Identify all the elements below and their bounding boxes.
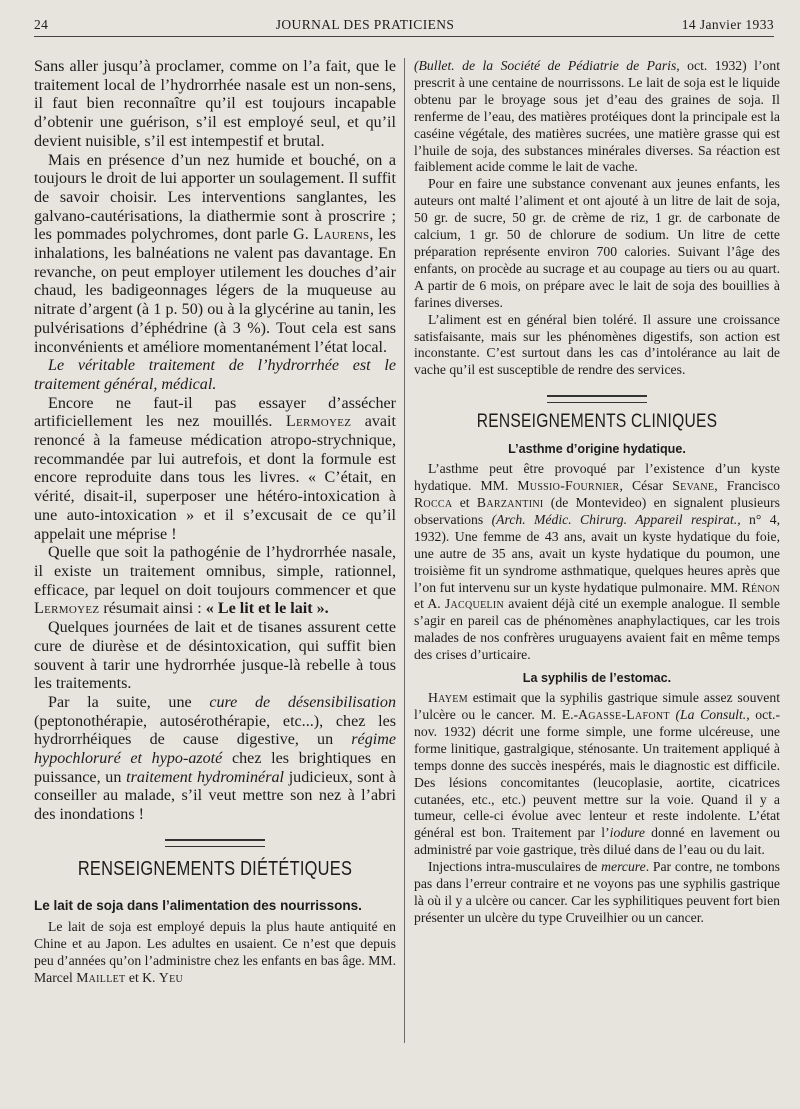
paragraph: L’asthme peut être provoqué par l’existence d’un kyste hydatique. MM. Mussio-Fournier, César Sevane, Francisco Rocca et Barzantini (de Montevideo) en signalent plusieurs observations (Arch. Médic. Chirurg. Appareil respirat., n° 4, 1932). Une femme de 43 ans, avait un kyste hydatique du foie, une autre de 35 ans, avait un kyste hydatique du poumon, une troisième fit un syndrome asthmatique, quelques heures après que l’on fut intervenu sur un kyste hydatique pulmonaire. MM. Rénon et A. Jacquelin avaient déjà cité un exemple analogue. Il semble s’agir en pareil cas de phénomènes anaphylactiques, car les trois malades de nos confrères uruguayens avaient fait en même temps des crises d’urticaire. <box>414 461 780 663</box>
paragraph: Hayem estimait que la syphilis gastrique simule assez souvent l’ulcère ou le cancer. M. E.-Agasse-Lafont (La Consult., oct.-nov. 1932) décrit une forme simple, une forme ulcéreuse, une forme linitique, gastralgique, sténosante. Un traitement appliqué à temps donne des succès inespérés, mais le diagnostic est difficile. Des lésions concomitantes (leucoplasie, aortite, cicatrices cutanées, etc., etc.) peuvent mettre sur la voie. Quand il y a tumeur, celle-ci évolue avec lenteur et reste indolente. L’état général est bon. Traitement par l’iodure donné en lavement ou administré par voie gastrique, très dilué dans de l’eau ou du lait. <box>414 690 781 858</box>
section-rule <box>547 395 647 403</box>
paragraph: Le lait de soja est employé depuis la plus haute antiquité en Chine et au Japon. Les adultes en usaient. Ce n’est que depuis peu d’années qu’on l’administre chez les enfants en bas âge. MM. Marcel Maillet et K. Yeu <box>34 918 396 985</box>
issue-date: 14 Janvier 1933 <box>681 17 774 32</box>
paragraph: Quelques journées de lait et de tisanes assurent cette cure de diurèse et de désintoxication, qui suffit bien souvent à tarir une hydrorrhée jusque-là rebelle à tous les traitements. <box>34 619 396 693</box>
author-name: Laurens <box>313 226 370 244</box>
page-number: 24 <box>34 17 49 32</box>
article-subtitle: L’asthme d’origine hydatique. <box>508 442 686 457</box>
paragraph: Sans aller jusqu’à proclamer, comme on l’a fait, que le traitement local de l’hydrorrhée nasale est un non-sens, il faut bien reconnaître qu’il est toujours incapable d’obtenir une guérison, s’il est employé seul, et qu’il devient nuisible, s’il est intempestif et brutal. <box>34 58 396 150</box>
right-column <box>414 58 780 927</box>
paragraph: Injections intra-musculaires de mercure. Par contre, ne tombons pas dans l’erreur contraire et ne voyons pas une syphilis gastrique là où il y a ulcère ou cancer. Car les syphilitiques peuvent fort bien présenter un ulcère du type Cruveilhier ou un cancer. <box>414 859 780 925</box>
journal-title: JOURNAL DES PRATICIENS <box>275 17 455 32</box>
article-subtitle: La syphilis de l’estomac. <box>522 671 672 686</box>
paragraph: Par la suite, une cure de désensibilisation (peptonothérapie, autosérothérapie, etc...), chez les hydrorrhéiques de cause digestive, un régime hypochloruré et hypo-azoté chez les brightiques en puissance, un traitement hydrominéral judicieux, sont à conseiller au malade, s’il veut mettre son nez à l’abri des inondations ! <box>34 693 396 824</box>
section-title-dietetiques: RENSEIGNEMENTS DIÉTÉTIQUES <box>77 857 353 880</box>
paragraph: L’aliment est en général bien toléré. Il assure une croissance satisfaisante, mais sur les phénomènes digestifs, son action est inconstante. C’est surtout dans les cas d’intolérance au lait de vache qu’il est susceptible de rendre des services. <box>414 311 780 378</box>
paragraph: Quelle que soit la pathogénie de l’hydrorrhée nasale, il existe un traitement omnibus, simple, rationnel, efficace, par lequel on doit toujours commencer et que Lermoyez résumait ainsi : « Le lit et le lait ». <box>34 544 396 618</box>
section-rule <box>165 839 265 847</box>
column-divider <box>404 58 405 1043</box>
page-header <box>34 14 774 37</box>
author-name: Lermoyez <box>34 600 100 618</box>
author-name: Lermoyez <box>285 413 352 431</box>
paragraph: Encore ne faut-il pas essayer d’assécher artificiellement les nez mouillés. Lermoyez avait renoncé à la fameuse médication atropo-strychnique, recommandée par lui autrefois, et dont la formule est encore reproduite dans tous les livres. « C’était, en vérité, disait-il, superposer une hétéro-intoxication à une auto-intoxication » et il s’excusait de ce qu’il appelait une méprise ! <box>34 394 396 543</box>
paragraph: (Bullet. de la Société de Pédiatrie de Paris, oct. 1932) l’ont prescrit à une centaine de nourrissons. Le lait de soja est le liquide obtenu par le broyage sous jet d’eau des graines de soja. Il renferme de l’eau, des matières protéiques dont la principale est la caséine végétale, des matières sucrées, une matière grasse qui est l’huile de soja, des substances minérales diverses. Sa réaction est faiblement acide comme le lait de vache. <box>414 58 780 175</box>
paragraph: Mais en présence d’un nez humide et bouché, on a toujours le droit de lui apporter un soulagement. Il suffit de savoir choisir. Les interventions sanglantes, les galvano-cautérisations, la diathermie sont à proscrire ; les pommades polychromes, dont parle G. Laurens, les inhalations, les balnéations ne valent pas davantage. En revanche, on peut employer utilement les douches d’air chaud, les badigeonnages légers de la muqueuse au nitrate d’argent (à 1 p. 50) ou à la glycérine au tanin, les pulvérisations d’éphédrine (à 3 %). Tout cela est sans inconvénients et améliore momentanément l’état local. <box>34 151 396 356</box>
section-title-cliniques: RENSEIGNEMENTS CLINIQUES <box>476 411 718 433</box>
paragraph: Le véritable traitement de l’hydrorrhée est le traitement général, médical. <box>34 357 396 393</box>
paragraph: Pour en faire une substance convenant aux jeunes enfants, les auteurs ont malté l’aliment et ont ajouté à un litre de lait de soja, 50 gr. de sucre, 50 gr. de crème de riz, 1 gr. de carbonate de calcium, 1 gr. 50 de chlorure de sodium. Un litre de cette préparation représente environ 700 calories. Suivant l’âge des enfants, on procède au sucrage et au coupage au tiers ou au quart. A partir de 6 mois, on prépare avec le lait de soja des bouillies à farines diverses. <box>414 176 780 310</box>
article-subtitle: Le lait de soja dans l’alimentation des nourrissons. <box>34 897 362 913</box>
quote: « Le lit et le lait ». <box>205 600 329 618</box>
left-column <box>34 58 396 986</box>
